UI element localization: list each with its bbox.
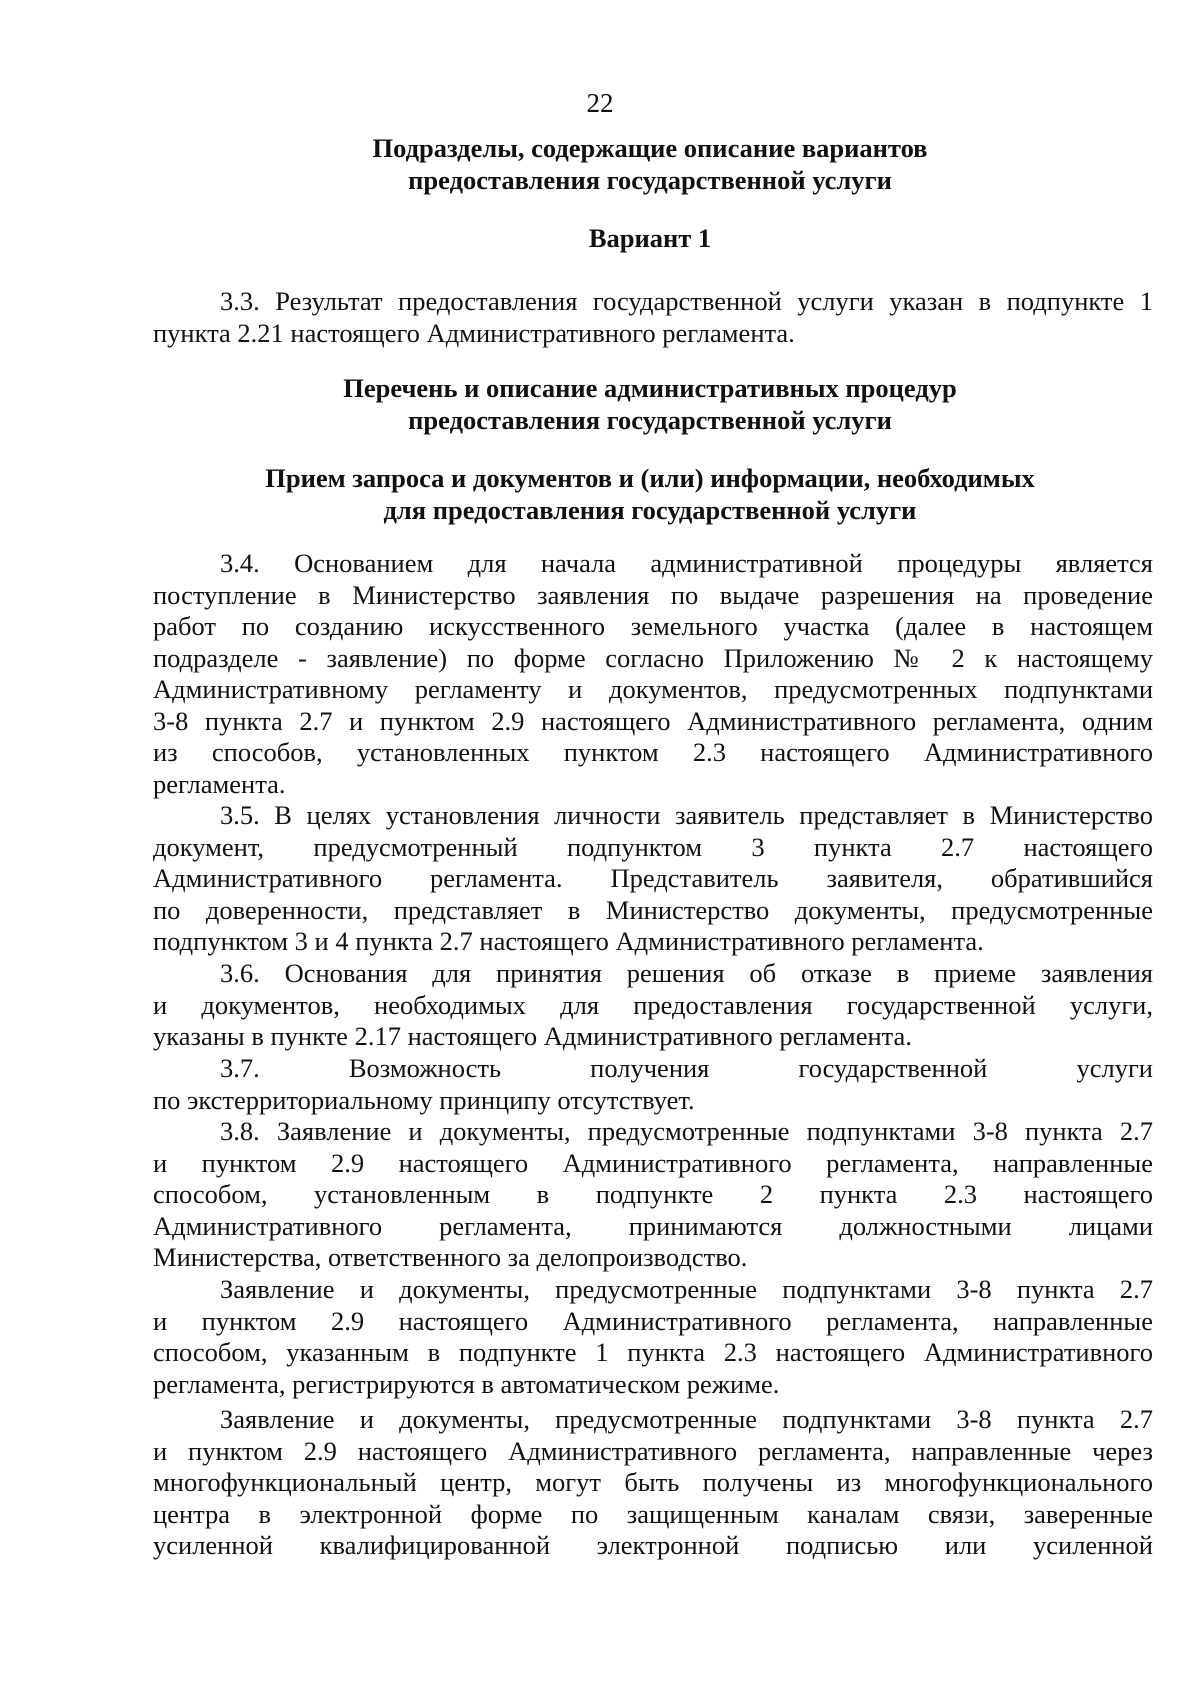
text-line: 3.4. Основанием для начала административной процедуры является bbox=[220, 548, 1153, 578]
heading-subsections bbox=[150, 132, 1150, 196]
paragraph-3-5 bbox=[153, 800, 1153, 958]
text-line: Заявление и документы, предусмотренные подпунктами 3-8 пункта 2.7 bbox=[220, 1274, 1153, 1304]
heading-line: Подразделы, содержащие описание вариантов bbox=[372, 133, 928, 163]
heading-line: Перечень и описание административных процедур bbox=[343, 373, 957, 403]
text-line: указаны в пункте 2.17 настоящего Административного регламента. bbox=[153, 1021, 912, 1051]
text-line: способом, указанным в подпункте 1 пункта 2.3 настоящего Административного bbox=[153, 1337, 1153, 1367]
text-line: и пунктом 2.9 настоящего Административного регламента, направленные bbox=[153, 1147, 1153, 1178]
text-line: 3-8 пункта 2.7 и пунктом 2.9 настоящего Административного регламента, одним bbox=[153, 705, 1153, 736]
text-line: Административного регламента, принимаются должностными лицами bbox=[153, 1210, 1153, 1241]
paragraph-auto-registration bbox=[153, 1274, 1153, 1400]
text-line: 3.6. Основания для принятия решения об отказе в приеме заявления bbox=[220, 958, 1153, 988]
text-line: и документов, необходимых для предоставления государственной услуги, bbox=[153, 989, 1153, 1020]
text-line: и пунктом 2.9 настоящего Административного регламента, направленные через bbox=[153, 1435, 1153, 1466]
paragraph-3-7 bbox=[153, 1053, 1153, 1116]
text-line: Административного регламента. Представитель заявителя, обратившийся bbox=[153, 863, 1153, 893]
text-line: способом, установленным в подпункте 2 пункта 2.3 настоящего bbox=[153, 1179, 1153, 1209]
text-line: усиленной квалифицированной электронной подписью или усиленной bbox=[153, 1530, 1153, 1560]
page-number: 22 bbox=[586, 88, 614, 118]
text-line: Заявление и документы, предусмотренные подпунктами 3-8 пункта 2.7 bbox=[220, 1404, 1153, 1434]
text-line: и пунктом 2.9 настоящего Административного регламента, направленные bbox=[153, 1305, 1153, 1336]
text-line: Административному регламенту и документов, предусмотренных подпунктами bbox=[153, 674, 1153, 704]
text-line: из способов, установленных пунктом 2.3 настоящего Административного bbox=[153, 737, 1153, 767]
text-line: Министерства, ответственного за делопроизводство. bbox=[153, 1242, 748, 1272]
heading-procedures bbox=[150, 372, 1150, 436]
heading-line: предоставления государственной услуги bbox=[408, 405, 892, 435]
paragraph-3-3 bbox=[153, 286, 1153, 349]
text-line: 3.7. Возможность получения государственной услуги bbox=[220, 1053, 1153, 1083]
text-line: регламента. bbox=[153, 768, 286, 799]
heading-line: предоставления государственной услуги bbox=[408, 165, 892, 195]
paragraph-3-4 bbox=[153, 548, 1153, 800]
paragraph-mfc bbox=[153, 1404, 1153, 1562]
text-line: документ, предусмотренный подпунктом 3 пункта 2.7 настоящего bbox=[153, 831, 1153, 862]
heading-line: Вариант 1 bbox=[588, 223, 712, 253]
text-line: пункта 2.21 настоящего Административного регламента. bbox=[153, 317, 795, 348]
text-line: многофункциональный центр, могут быть получены из многофункционального bbox=[153, 1467, 1153, 1497]
text-line: подпунктом 3 и 4 пункта 2.7 настоящего Административного регламента. bbox=[153, 926, 984, 956]
text-line: поступление в Министерство заявления по выдаче разрешения на проведение bbox=[153, 579, 1153, 610]
heading-variant bbox=[150, 222, 1150, 254]
text-line: по доверенности, представляет в Министерство документы, предусмотренные bbox=[153, 894, 1153, 925]
text-line: регламента, регистрируются в автоматическом режиме. bbox=[153, 1368, 780, 1399]
paragraph-3-8 bbox=[153, 1116, 1153, 1274]
text-line: по экстерриториальному принципу отсутствует. bbox=[153, 1084, 695, 1115]
text-line: подразделе - заявление) по форме согласно Приложению № 2 к настоящему bbox=[153, 642, 1153, 673]
text-line: центра в электронной форме по защищенным каналам связи, заверенные bbox=[153, 1498, 1153, 1529]
heading-line: для предоставления государственной услуги bbox=[383, 495, 917, 525]
text-line: работ по созданию искусственного земельного участка (далее в настоящем bbox=[153, 611, 1153, 641]
heading-reception bbox=[150, 462, 1150, 526]
paragraph-3-6 bbox=[153, 958, 1153, 1053]
text-line: 3.3. Результат предоставления государственной услуги указан в подпункте 1 bbox=[220, 286, 1153, 316]
text-line: 3.5. В целях установления личности заявитель представляет в Министерство bbox=[220, 800, 1153, 830]
text-line: 3.8. Заявление и документы, предусмотренные подпунктами 3-8 пункта 2.7 bbox=[220, 1116, 1153, 1146]
heading-line: Прием запроса и документов и (или) информации, необходимых bbox=[265, 463, 1035, 493]
